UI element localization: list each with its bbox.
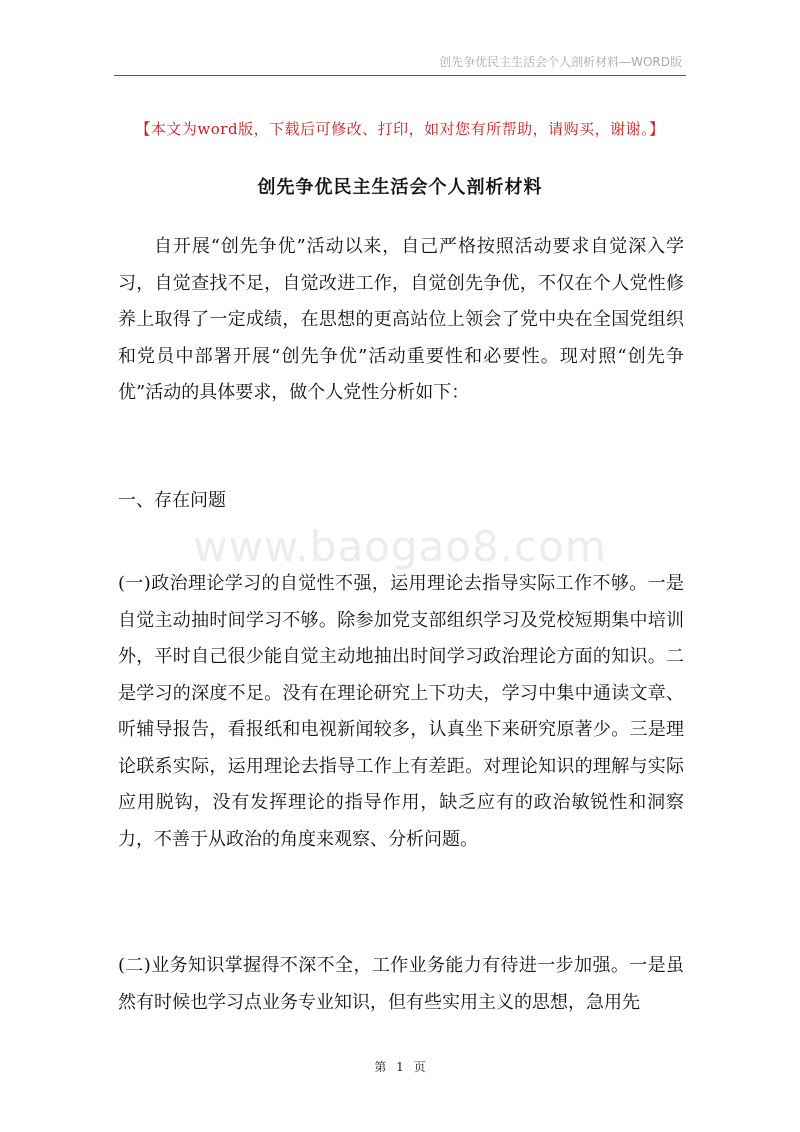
download-notice: 【本文为word版，下载后可修改、打印，如对您有所帮助，请购买，谢谢。】 [135, 120, 665, 138]
page-footer [0, 1058, 800, 1075]
footer-prefix: 第 [374, 1060, 387, 1074]
section-heading: 一、存在问题 [118, 490, 226, 511]
document-title: 创先争优民主生活会个人剖析材料 [257, 177, 543, 198]
header-divider [114, 75, 686, 76]
running-header-title: 创先争优民主生活会个人剖析材料—WORD版 [439, 55, 682, 69]
problem-item-2: (二)业务知识掌握得不深不全，工作业务能力有待进一步加强。一是虽然有时候也学习点业务专业知识，但有些实用主义的思想，急用先 [118, 955, 684, 1013]
footer-suffix: 页 [413, 1060, 426, 1074]
watermark-text: www.baogao8.com [193, 522, 607, 571]
problem-item-1: (一)政治理论学习的自觉性不强，运用理论去指导实际工作不够。一是自觉主动抽时间学习不够。除参加党支部组织学习及党校短期集中培训外，平时自己很少能自觉主动地抽出时间学习政治理论方面的知识。二是学习的深度不足。没有在理论研究上下功夫，学习中集中通读文章、听辅导报告，看报纸和电视新闻较多，认真坐下来研究原著少。三是理论联系实际，运用理论去指导工作上有差距。对理论知识的理解与实际应用脱钩，没有发挥理论的指导作用，缺乏应有的政治敏锐性和洞察力，不善于从政治的角度来观察、分析问题。 [118, 573, 684, 850]
intro-paragraph: 自开展“创先争优”活动以来，自己严格按照活动要求自觉深入学习，自觉查找不足，自觉改进工作，自觉创先争优，不仅在个人党性修养上取得了一定成绩，在思想的更高站位上领会了党中央在全国党组织和党员中部署开展“创先争优”活动重要性和必要性。现对照“创先争优”活动的具体要求，做个人党性分析如下： [118, 236, 684, 403]
page-number: 1 [396, 1060, 404, 1074]
